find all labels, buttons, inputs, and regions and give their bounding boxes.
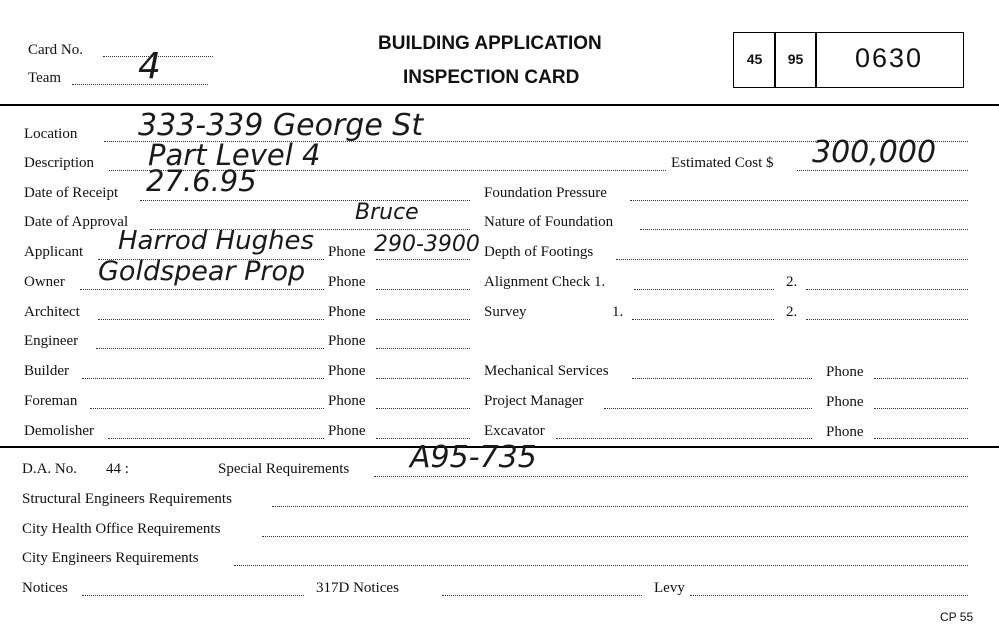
team-label: Team	[28, 70, 62, 86]
nature-of-foundation-label: Nature of Foundation	[484, 214, 614, 230]
header-rule	[0, 104, 999, 106]
builder-field[interactable]	[82, 378, 324, 379]
estimated-cost-label: Estimated Cost $	[671, 155, 774, 171]
builder-label: Builder	[24, 363, 69, 379]
excavator-label: Excavator	[484, 423, 545, 439]
survey-label: Survey	[484, 304, 527, 320]
date-of-receipt-label: Date of Receipt	[24, 185, 119, 201]
survey-2-field[interactable]	[806, 319, 968, 320]
foundation-pressure-label: Foundation Pressure	[484, 185, 607, 201]
estimated-cost-field[interactable]	[797, 170, 968, 171]
levy-field[interactable]	[690, 595, 968, 596]
city-engineers-label: City Engineers Requirements	[22, 550, 199, 566]
foreman-phone-field[interactable]	[376, 408, 470, 409]
owner-label: Owner	[24, 274, 65, 290]
owner-phone-label: Phone	[328, 274, 366, 290]
project-manager-field[interactable]	[604, 408, 812, 409]
demolisher-label: Demolisher	[24, 423, 94, 439]
survey-2-label: 2.	[786, 304, 798, 320]
notices-label: Notices	[22, 580, 68, 596]
survey-1-label: 1.	[612, 304, 624, 320]
applicant-value: Harrod Hughes	[118, 226, 315, 256]
levy-label: Levy	[654, 580, 685, 596]
applicant-phone-label: Phone	[328, 244, 366, 260]
date-of-receipt-value: 27.6.95	[146, 164, 257, 198]
excavator-phone-field[interactable]	[874, 438, 968, 439]
mechanical-services-label: Mechanical Services	[484, 363, 609, 379]
architect-label: Architect	[24, 304, 80, 320]
team-value: 4	[138, 46, 161, 87]
card-no-label: Card No.	[28, 42, 83, 58]
code-cell-1: 45	[746, 51, 763, 67]
page-title-line2: INSPECTION CARD	[403, 67, 580, 88]
applicant-phone-value: 290-3900	[374, 232, 480, 257]
builder-phone-field[interactable]	[376, 378, 470, 379]
project-manager-phone-field[interactable]	[874, 408, 968, 409]
applicant-phone-field[interactable]	[376, 259, 470, 260]
applicant-label: Applicant	[24, 244, 84, 260]
alignment-check-2-field[interactable]	[806, 289, 968, 290]
builder-phone-label: Phone	[328, 363, 366, 379]
foreman-field[interactable]	[90, 408, 324, 409]
engineer-phone-label: Phone	[328, 333, 366, 349]
footer-code: CP 55	[940, 610, 974, 624]
alignment-check-1-field[interactable]	[634, 289, 774, 290]
structural-engineers-field[interactable]	[272, 506, 968, 507]
architect-phone-label: Phone	[328, 304, 366, 320]
date-of-approval-value: Bruce	[355, 200, 419, 225]
code-cell-2: 95	[787, 51, 804, 67]
architect-field[interactable]	[98, 319, 324, 320]
location-value: 333-339 George St	[138, 108, 424, 143]
date-of-approval-label: Date of Approval	[24, 214, 129, 230]
description-label: Description	[24, 155, 94, 171]
special-requirements-value: A95-735	[410, 440, 537, 475]
alignment-check-2-label: 2.	[786, 274, 798, 290]
alignment-check-label: Alignment Check 1.	[484, 274, 606, 290]
engineer-label: Engineer	[24, 333, 79, 349]
architect-phone-field[interactable]	[376, 319, 470, 320]
project-manager-label: Project Manager	[484, 393, 584, 409]
da-no-label: D.A. No.	[22, 461, 77, 477]
demolisher-field[interactable]	[108, 438, 324, 439]
demolisher-phone-label: Phone	[328, 423, 366, 439]
owner-field[interactable]	[80, 289, 324, 290]
da-no-value: 44 :	[106, 461, 129, 477]
mechanical-services-phone-label: Phone	[826, 364, 864, 380]
project-manager-phone-label: Phone	[826, 394, 864, 410]
city-engineers-field[interactable]	[234, 565, 968, 566]
page-title-line1: BUILDING APPLICATION	[378, 33, 602, 54]
notices-317d-field[interactable]	[442, 595, 642, 596]
mechanical-services-phone-field[interactable]	[874, 378, 968, 379]
foreman-label: Foreman	[24, 393, 78, 409]
nature-of-foundation-field[interactable]	[640, 229, 968, 230]
notices-field[interactable]	[82, 595, 304, 596]
description-value: Part Level 4	[148, 138, 321, 172]
code-cell-3: 0630	[854, 43, 924, 73]
engineer-field[interactable]	[96, 348, 324, 349]
foreman-phone-label: Phone	[328, 393, 366, 409]
special-requirements-label: Special Requirements	[218, 461, 350, 477]
estimated-cost-value: 300,000	[812, 135, 937, 170]
depth-of-footings-label: Depth of Footings	[484, 244, 594, 260]
mechanical-services-field[interactable]	[632, 378, 812, 379]
foundation-pressure-field[interactable]	[630, 200, 968, 201]
demolisher-phone-field[interactable]	[376, 438, 470, 439]
city-health-field[interactable]	[262, 536, 968, 537]
special-requirements-field[interactable]	[374, 476, 968, 477]
owner-phone-field[interactable]	[376, 289, 470, 290]
date-of-receipt-field[interactable]	[140, 200, 470, 201]
excavator-phone-label: Phone	[826, 424, 864, 440]
engineer-phone-field[interactable]	[376, 348, 470, 349]
survey-1-field[interactable]	[632, 319, 774, 320]
city-health-label: City Health Office Requirements	[22, 521, 221, 537]
location-label: Location	[24, 126, 78, 142]
structural-engineers-label: Structural Engineers Requirements	[22, 491, 232, 507]
depth-of-footings-field[interactable]	[616, 259, 968, 260]
notices-317d-label: 317D Notices	[316, 580, 399, 596]
excavator-field[interactable]	[556, 438, 812, 439]
owner-value: Goldspear Prop	[98, 256, 306, 287]
